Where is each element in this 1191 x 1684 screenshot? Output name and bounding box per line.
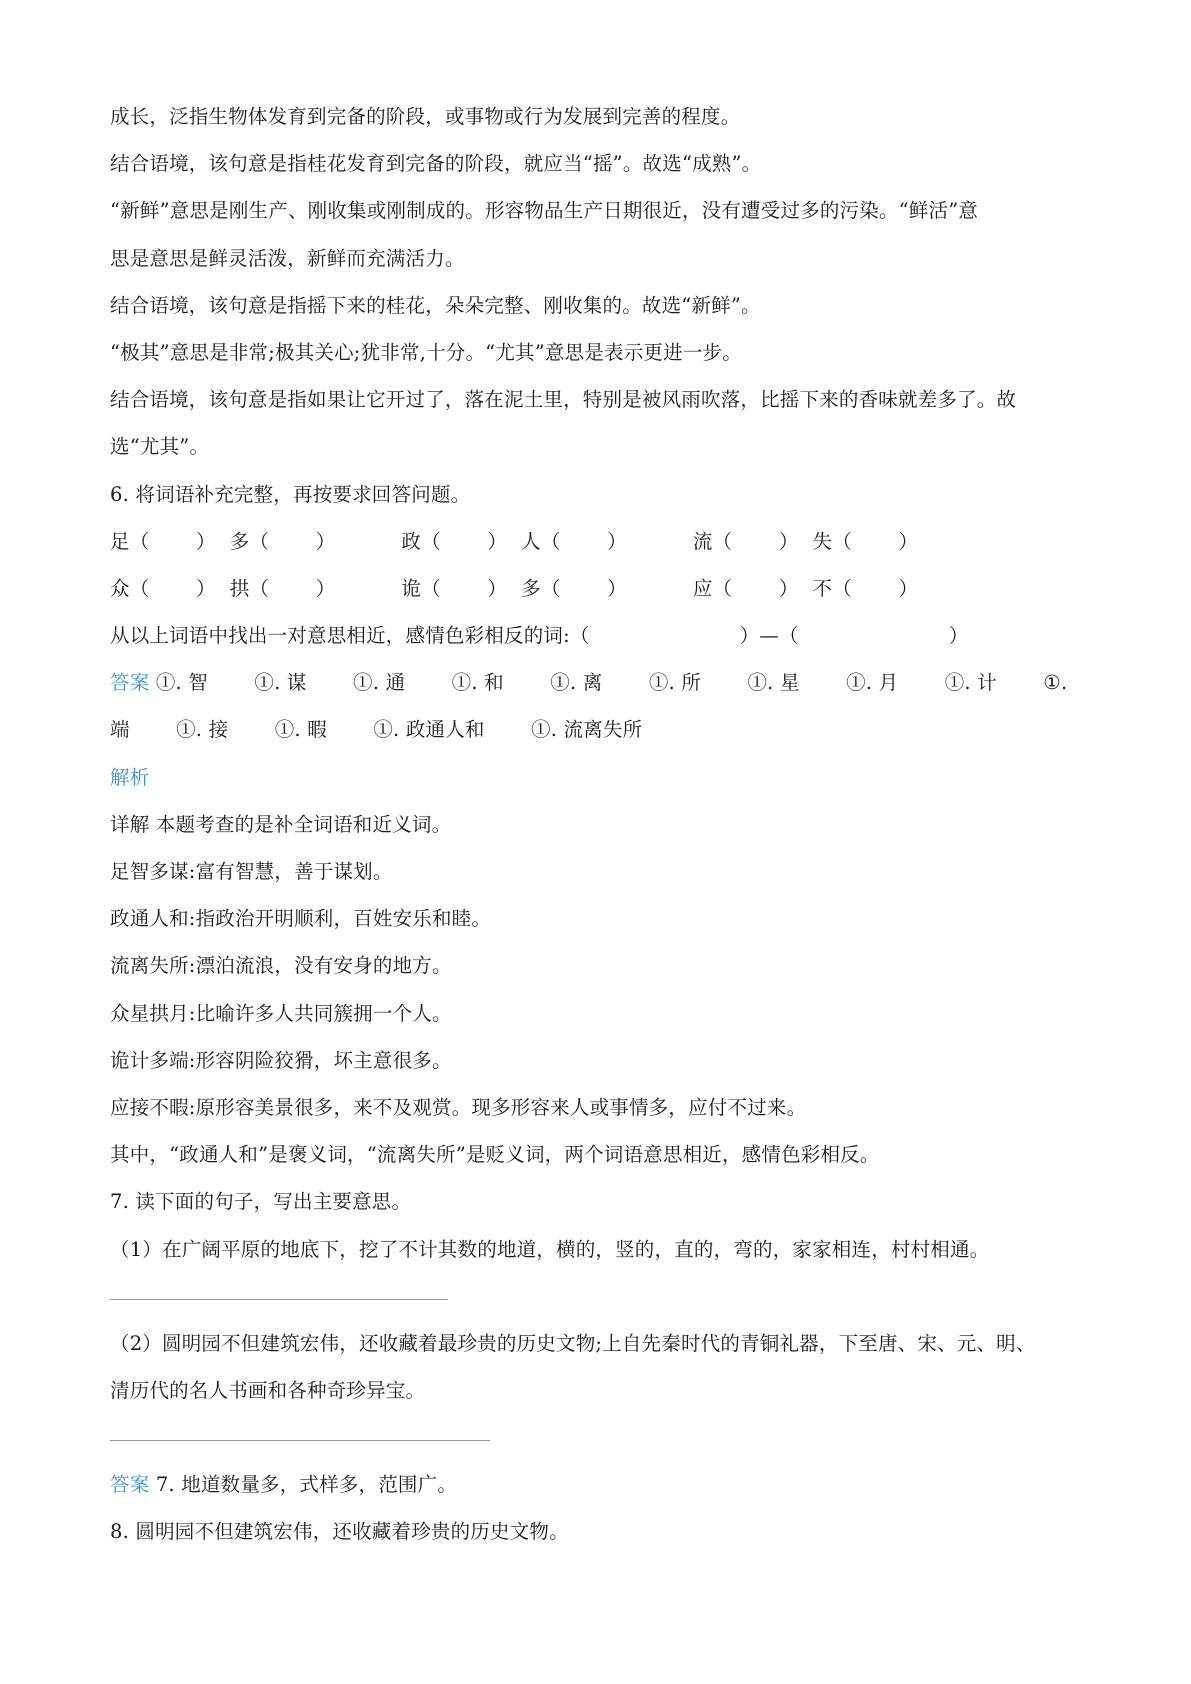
fill-in-row-1 [110, 518, 1100, 565]
analysis-line: 应接不暇:原形容美景很多，来不及观赏。现多形容来人或事情多，应付不过来。 [110, 1095, 807, 1119]
text-line-7: 结合语境，该句意是指如果让它开过了，落在泥土里，特别是被风雨吹落，比摇下来的香味就差多了。故 [110, 388, 1017, 412]
q6-answer-line-2 [110, 706, 1100, 753]
answer-item: ①. 离 [550, 671, 603, 695]
blank[interactable]: （ ） [421, 576, 508, 600]
text-line-2: 结合语境，该句意是指桂花发育到完备的阶段，就应当“摇”。故选“成熟”。 [110, 152, 762, 176]
blank[interactable]: （ ） [249, 529, 336, 553]
q7-answer-line-1 [110, 1461, 1100, 1508]
fill-in-row-2 [110, 565, 1100, 612]
answer-item: ①. 通 [353, 671, 406, 695]
analysis-line: 众星拱月:比喻许多人共同簇拥一个人。 [110, 1001, 452, 1025]
answer-item: ①. 月 [846, 671, 899, 695]
text-line-6: “极其”意思是非常;极其关心;犹非常,十分。“尤其”意思是表示更进一步。 [110, 340, 742, 364]
answer-item: ①. 智 [155, 671, 209, 695]
blank[interactable]: （ ） [129, 576, 216, 600]
blank[interactable]: （ ） [540, 529, 627, 553]
fill-in-word-1: 足 （ ） 多 （ ） [110, 518, 349, 565]
text-line-3: “新鲜”意思是刚生产、刚收集或刚制成的。形容物品生产日期很近，没有遭受过多的污染。“鲜活”意 [110, 199, 979, 223]
analysis-line: 足智多谋:富有智慧，善于谋划。 [110, 860, 393, 883]
answer-item: ①. 和 [451, 671, 504, 695]
blank[interactable]: （ ） [712, 576, 799, 600]
analysis-line: 详解 本题考查的是补全词语和近义词。 [110, 812, 452, 836]
analysis-line: 诡计多端:形容阴险狡猾，坏主意很多。 [110, 1048, 452, 1072]
question-7-sentence-1: （1）在广阔平原的地底下，挖了不计其数的地道，横的，竖的，直的，弯的，家家相连，村村相通。 [110, 1237, 990, 1261]
answer-item: ①. 谋 [254, 671, 307, 695]
answer-label: 答案 [110, 1473, 150, 1497]
blank[interactable]: （ ） [832, 529, 919, 553]
text-line-4: 思是意思是鲜灵活泼，新鲜而充满活力。 [110, 246, 465, 270]
question-7-sentence-2a: （2）圆明园不但建筑宏伟，还收藏着最珍贵的历史文物;上自先秦时代的青铜礼器，下至唐、宋、元、明、 [110, 1331, 1036, 1355]
answer-item: ①. 暇 [274, 718, 327, 742]
analysis-label: 解析 [110, 765, 150, 789]
question-7-sentence-2b: 清历代的名人书画和各种奇珍异宝。 [110, 1378, 426, 1402]
answer-item: ①. 计 [944, 671, 997, 695]
answer-underline-1[interactable] [110, 1299, 448, 1300]
blank[interactable]: （ ） [249, 576, 336, 600]
find-pair-prompt: 从以上词语中找出一对意思相近，感情色彩相反的词:（ ）—（ ） [110, 624, 969, 648]
text-line-5: 结合语境，该句意是指摇下来的桂花，朵朵完整、刚收集的。故选“新鲜”。 [110, 293, 761, 317]
text-line-8: 选“尤其”。 [110, 435, 210, 459]
blank[interactable]: （ ） [421, 529, 508, 553]
answer-item: ①. 星 [747, 671, 800, 695]
analysis-line: 其中，“政通人和”是褒义词，“流离失所”是贬义词，两个词语意思相近，感情色彩相反。 [110, 1143, 880, 1167]
fill-in-word-4: 众 （ ） 拱 （ ） [110, 565, 349, 612]
fill-in-word-3: 流 （ ） 失 （ ） [693, 518, 932, 565]
blank[interactable]: （ ） [129, 529, 216, 553]
q6-answer-line-1 [110, 659, 1100, 706]
blank[interactable]: （ ） [832, 576, 919, 600]
question-7-title: 7. 读下面的句子，写出主要意思。 [110, 1190, 412, 1214]
answer-item: ①. 政通人和 [373, 718, 485, 742]
fill-in-word-6: 应 （ ） 不 （ ） [693, 565, 932, 612]
analysis-line: 流离失所:漂泊流浪，没有安身的地方。 [110, 954, 452, 978]
answer-item: ①. 接 [176, 718, 229, 742]
answer-item: ①. [1043, 671, 1068, 695]
question-6-title: 6. 将词语补充完整，再按要求回答问题。 [110, 482, 471, 506]
fill-in-word-2: 政 （ ） 人 （ ） [401, 518, 640, 565]
blank[interactable]: （ ） [712, 529, 799, 553]
answer-item: ①. 流离失所 [531, 718, 643, 742]
fill-in-word-5: 诡 （ ） 多 （ ） [401, 565, 640, 612]
answer-item: 端 [110, 718, 130, 742]
answer-label: 答案 [110, 671, 150, 695]
q7-answer-line-2: 8. 圆明园不但建筑宏伟，还收藏着珍贵的历史文物。 [110, 1520, 569, 1544]
answer-text: 7. 地道数量多，式样多，范围广。 [155, 1473, 458, 1497]
document-page [110, 93, 1100, 1555]
text-line-1: 成长，泛指生物体发育到完备的阶段，或事物或行为发展到完善的程度。 [110, 105, 741, 128]
answer-underline-2[interactable] [110, 1440, 490, 1441]
analysis-line: 政通人和:指政治开明顺利，百姓安乐和睦。 [110, 907, 492, 931]
answer-item: ①. 所 [648, 671, 702, 695]
blank[interactable]: （ ） [540, 576, 627, 600]
